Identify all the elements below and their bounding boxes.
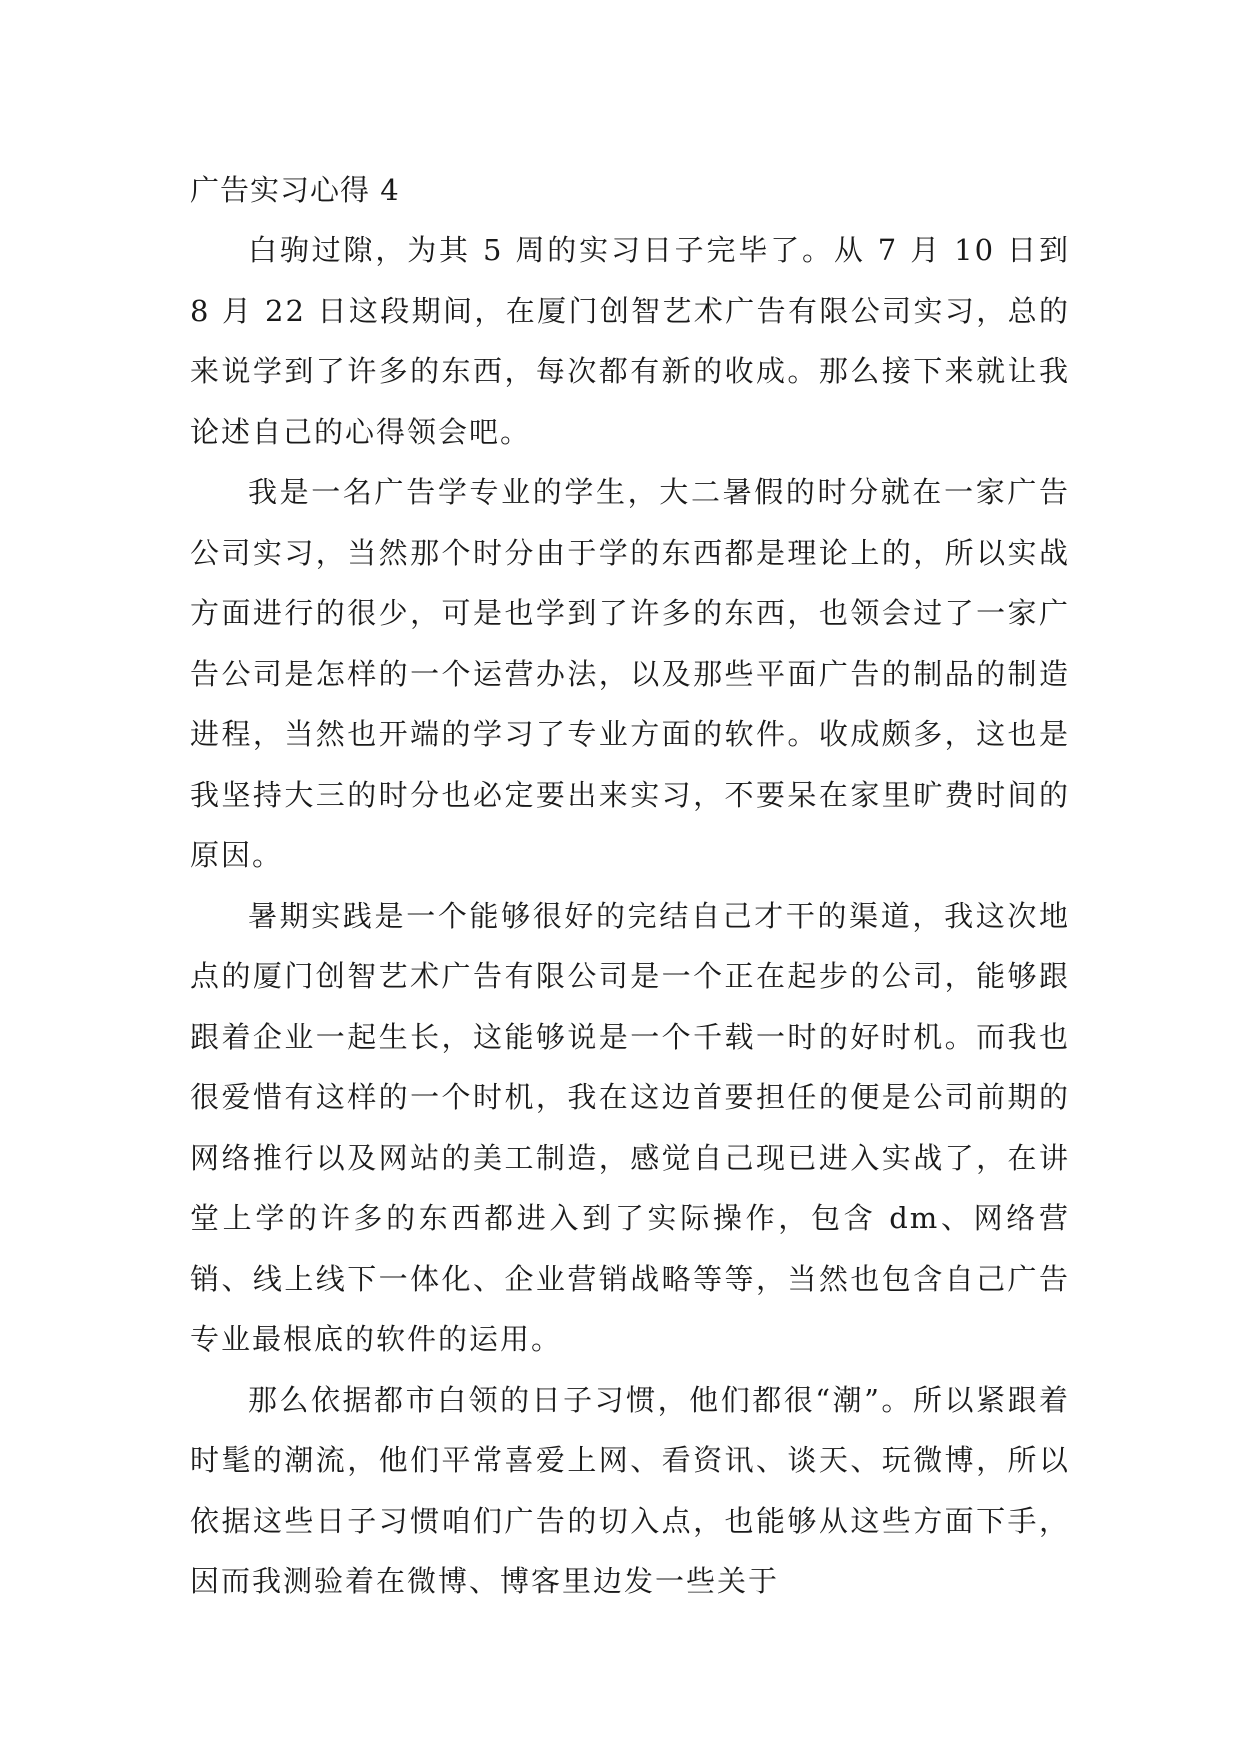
document-title: 广告实习心得 4 (190, 173, 400, 207)
paragraph-4: 那么依据都市白领的日子习惯，他们都很“潮”。所以紧跟着时髦的潮流，他们平常喜爱上网、看资讯、谈天、玩微博，所以依据这些日子习惯咱们广告的切入点，也能够从这些方面下手，因而我测验着在微博、博客里边发一些关于 (190, 1382, 1070, 1598)
paragraph-2: 我是一名广告学专业的学生，大二暑假的时分就在一家广告公司实习，当然那个时分由于学的东西都是理论上的，所以实战方面进行的很少，可是也学到了许多的东西，也领会过了一家广告公司是怎样的一个运营办法，以及那些平面广告的制品的制造进程，当然也开端的学习了专业方面的软件。收成颇多，这也是我坚持大三的时分也必定要出来实习，不要呆在家里旷费时间的原因。 (190, 475, 1070, 872)
paragraph-3: 暑期实践是一个能够很好的完结自己才干的渠道，我这次地点的厦门创智艺术广告有限公司是一个正在起步的公司，能够跟跟着企业一起生长，这能够说是一个千载一时的好时机。而我也很爱惜有这样的一个时机，我在这边首要担任的便是公司前期的网络推行以及网站的美工制造，感觉自己现已进入实战了，在讲堂上学的许多的东西都进入到了实际操作，包含 dm、网络营销、线上线下一体化、企业营销战略等等，当然也包含自己广告专业最根底的软件的运用。 (190, 898, 1070, 1356)
document-page (190, 160, 1070, 1612)
paragraph-1: 白驹过隙，为其 5 周的实习日子完毕了。从 7 月 10 日到 8 月 22 日这段期间，在厦门创智艺术广告有限公司实习，总的来说学到了许多的东西，每次都有新的收成。那么接下来就让我论述自己的心得领会吧。 (190, 233, 1070, 449)
